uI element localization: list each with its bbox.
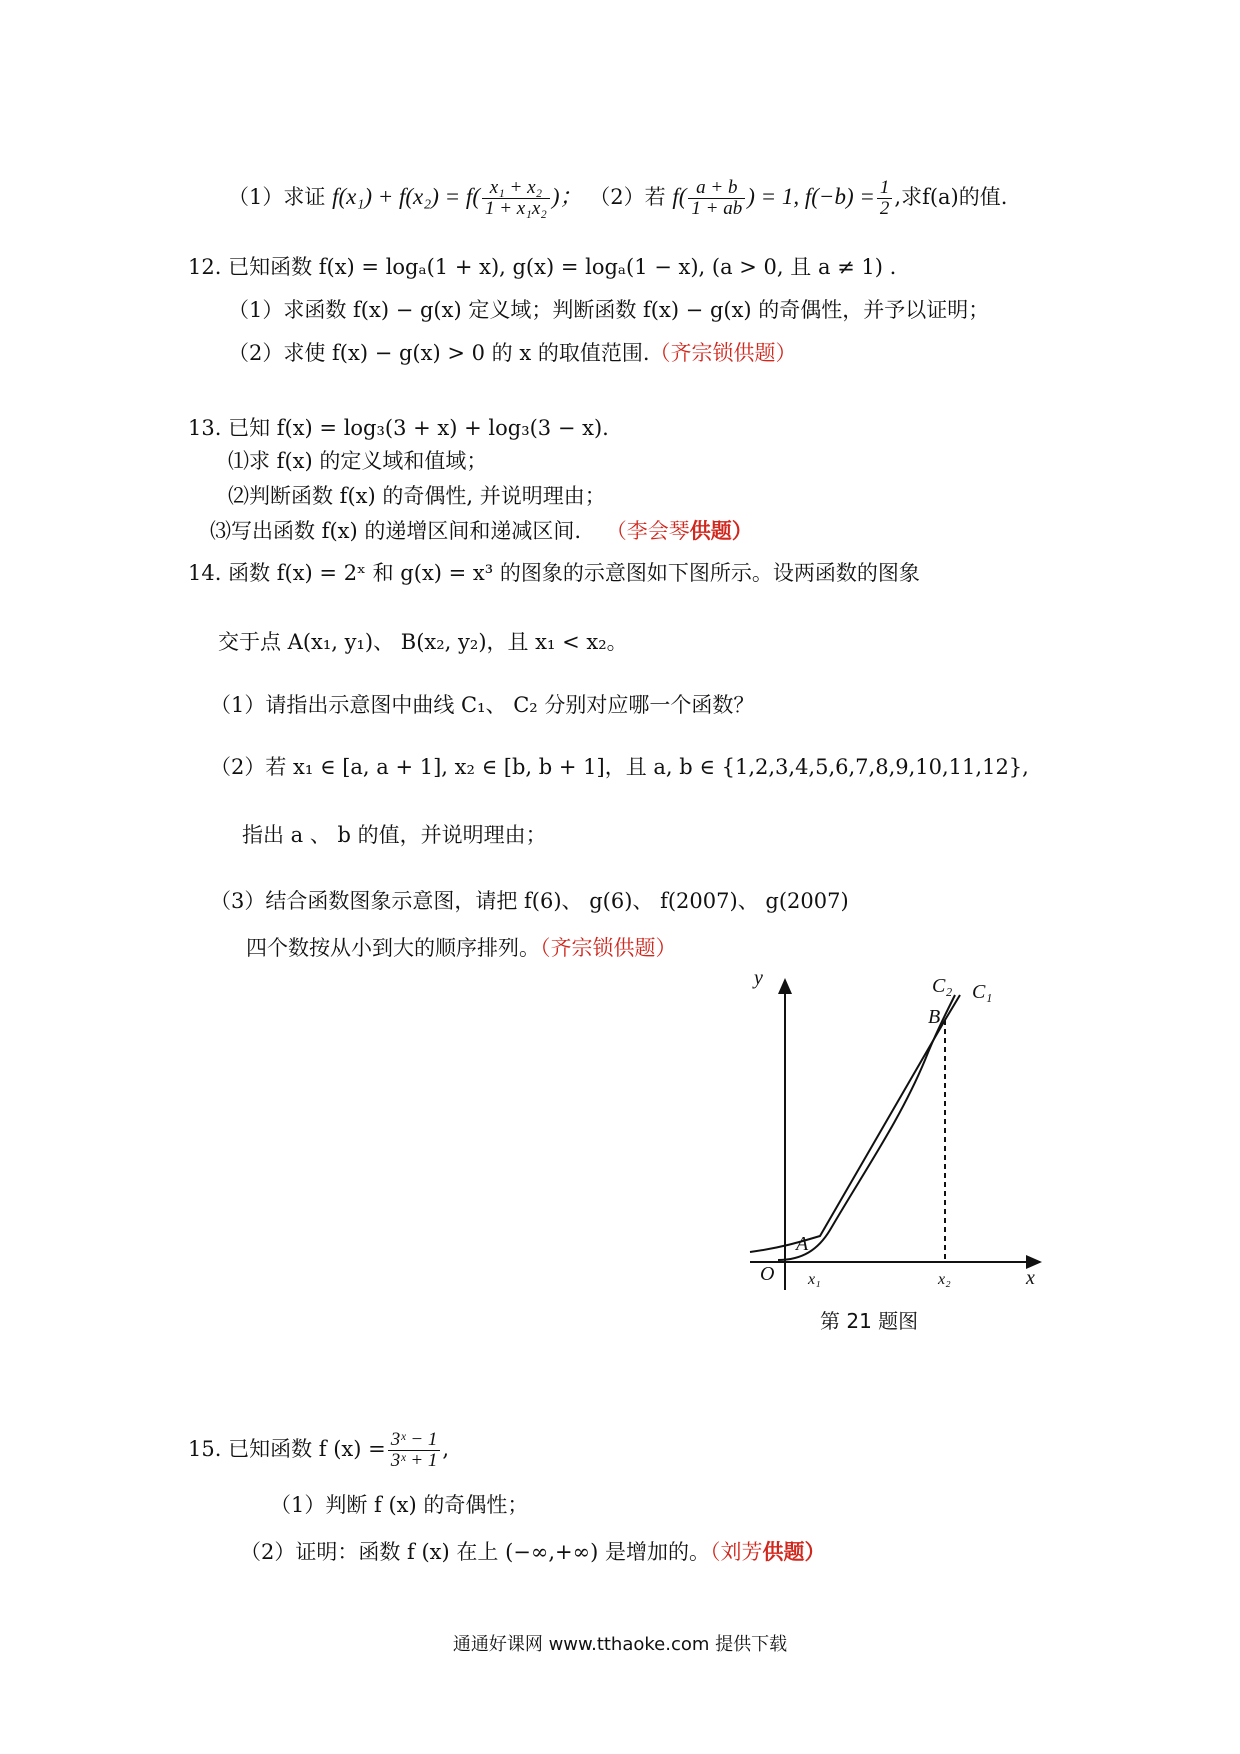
q13-source-a: （李会琴 [605,519,690,543]
label-a: A [796,1233,809,1255]
q14-part3b-text: 四个数按从小到大的顺序排列。 [246,936,540,960]
q11-p1-den: 1 + x₁x₂ [484,198,547,219]
q14-stem2: 交于点 A(x₁, y₁)、 B(x₂, y₂)，且 x₁ < x₂。 [218,630,628,654]
q13-source-b: 供题） [689,518,753,543]
label-y: y [754,967,763,989]
q15-num: 3ˣ − 1 [388,1430,441,1451]
footer: 通通好课网 www.tthaoke.com 提供下载 [452,1634,788,1655]
curve-c2 [778,995,955,1260]
q11-p1-label: （1）求证 [228,185,326,209]
q13-part3-text: ⑶写出函数 f(x) 的递增区间和递减区间. [210,519,582,543]
q11-p2-mid: ) = 1, f(−b) = [747,184,875,209]
q14-part1: （1）请指出示意图中曲线 C₁、 C₂ 分别对应哪一个函数？ [210,693,755,717]
q11-half-fraction [877,178,893,219]
figure-caption: 第 21 题图 [820,1309,919,1333]
q14-part2b: 指出 a 、 b 的值，并说明理由； [242,823,547,847]
q11-p1-end: )； [551,184,583,209]
q12-source: （齐宗锁供题） [649,341,797,365]
q11-p1-num: x₁ + x₂ [482,178,550,199]
q13-part1: ⑴求 f(x) 的定义域和值域； [228,449,488,473]
label-c1: C₁ [972,981,993,1003]
q14-stem: 14. 函数 f(x) = 2ˣ 和 g(x) = x³ 的图象的示意图如下图所示。设两函数的图象 [188,561,920,585]
q11-p2-label: （2）若 [589,185,666,209]
q11-half-num: 1 [877,178,893,199]
q11-half-den: 2 [879,198,890,219]
q13-part3 [210,516,753,546]
q11-p1-fraction [482,178,550,219]
q12-part2 [228,338,797,368]
q15-stem [188,1430,449,1471]
q15-stem-b: , [442,1437,450,1461]
q14-part3: （3）结合函数图象示意图，请把 f(6)、 g(6)、 f(2007)、 g(2007) [210,889,849,913]
q15-source-a: （刘芳 [709,1540,763,1564]
label-origin: O [760,1263,775,1285]
q15-source-b: 供题） [762,1539,826,1564]
q11-p2-den: 1 + ab [691,198,743,219]
q15-part2 [240,1537,825,1567]
label-b: B [928,1006,941,1028]
q14-part2: （2）若 x₁ ∈ [a, a + 1], x₂ ∈ [b, b + 1]，且 a, b ∈ {1,2,3,4,5,6,7,8,9,10,11,12}, [210,755,1029,779]
function-graph-figure [740,960,1060,1300]
q12-stem: 12. 已知函数 f(x) = logₐ(1 + x), g(x) = logₐ(1 − x), (a > 0, 且 a ≠ 1) . [188,255,897,279]
q12-part2-text: （2）求使 f(x) − g(x) > 0 的 x 的取值范围. [228,341,650,365]
q15-stem-a: 15. 已知函数 f (x) = [188,1437,386,1461]
q15-fraction [388,1430,441,1471]
q11-p2-fraction [688,178,745,219]
q11-p2-end: ,求f(a)的值. [894,185,1008,209]
label-x2: x₂ [938,1271,951,1288]
q11-p2-num: a + b [688,178,745,199]
q15-den: 3ˣ + 1 [390,1450,438,1471]
label-c2: C₂ [932,975,953,997]
q13-stem: 13. 已知 f(x) = log₃(3 + x) + log₃(3 − x). [188,416,609,440]
q14-part3b [246,933,677,963]
q11-part1 [228,178,1007,219]
y-axis-arrow [778,978,792,994]
q14-source: （齐宗锁供题） [540,936,677,960]
q12-part1: （1）求函数 f(x) − g(x) 定义域；判断函数 f(x) − g(x) 的奇偶性，并予以证明； [228,298,990,322]
q13-part2: ⑵判断函数 f(x) 的奇偶性, 并说明理由； [228,484,606,508]
q15-part2-text: （2）证明：函数 f (x) 在上 (−∞,+∞) 是增加的。 [240,1540,710,1564]
q11-p1-lhs: f(x₁) + f(x₂) = f( [332,184,480,209]
q15-part1: （1）判断 f (x) 的奇偶性； [270,1493,529,1517]
curve-c1 [750,995,960,1252]
q11-p2-f: f( [672,184,687,209]
label-x1: x₁ [808,1271,821,1288]
label-x: x [1026,1267,1035,1289]
